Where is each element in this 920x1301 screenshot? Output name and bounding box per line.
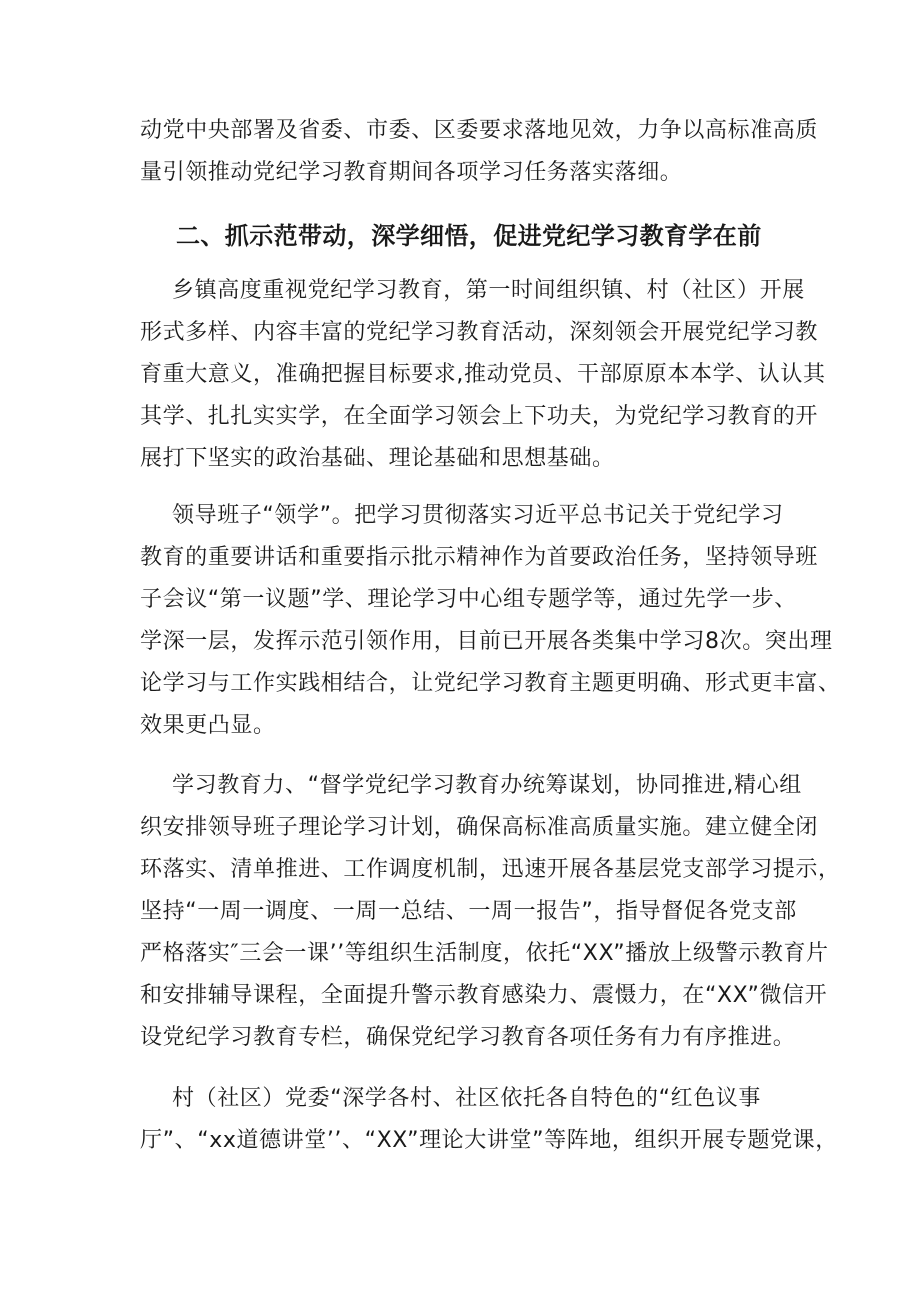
text-line: 教育的重要讲话和重要指示批示精神作为首要政治任务，坚持领导班 <box>140 545 819 570</box>
text-line: 织安排领导班子理论学习计划，确保高标准高质量实施。建立健全闭 <box>140 815 819 840</box>
text-line: 育重大意义，准确把握目标要求,推动党员、干部原原本本学、认认其 <box>140 362 826 387</box>
paragraph-supervision <box>140 765 841 1059</box>
text-line: 量引领推动党纪学习教育期间各项学习任务落实落细。 <box>140 160 683 185</box>
paragraph-leadership <box>140 495 841 747</box>
text-line: 坚持“一周一调度、一周一总结、一周一报告”，指导督促各党支部 <box>140 899 797 924</box>
paragraph-overview <box>140 270 826 480</box>
intro-paragraph <box>140 110 819 194</box>
text-line: 其学、扎扎实实学，在全面学习领会上下功夫，为党纪学习教育的开 <box>140 404 819 429</box>
text-line: 动党中央部署及省委、市委、区委要求落地见效，力争以高标准高质 <box>140 118 819 143</box>
text-line: 效果更凸显。 <box>140 713 276 738</box>
text-line: 和安排辅导课程，全面提升警示教育感染力、震慑力，在“XX”微信开 <box>140 983 828 1008</box>
paragraph-community <box>140 1078 838 1162</box>
text-line: 乡镇高度重视党纪学习教育，第一时间组织镇、村（社区）开展 <box>172 278 805 303</box>
text-line: 形式多样、内容丰富的党纪学习教育活动，深刻领会开展党纪学习教 <box>140 320 819 345</box>
text-line: 学深一层，发挥示范引领作用，目前已开展各类集中学习8次。突出理 <box>140 629 833 654</box>
text-line: 严格落实″三会一课’’等组织生活制度，依托“XX”播放上级警示教育片 <box>140 941 829 966</box>
text-line: 论学习与工作实践相结合，让党纪学习教育主题更明确、形式更丰富、 <box>140 671 841 696</box>
text-line: 设党纪学习教育专栏，确保党纪学习教育各项任务有力有序推进。 <box>140 1025 796 1050</box>
text-line: 厅”、“xx道德讲堂’’、“XX”理论大讲堂”等阵地，组织开展专题党课， <box>140 1128 838 1153</box>
text-line: 村（社区）党委“深学各村、社区依托各自特色的“红色议事 <box>172 1086 761 1111</box>
text-line: 子会议“第一议题”学、理论学习中心组专题学等，通过先学一步、 <box>140 587 797 612</box>
text-line: 展打下坚实的政治基础、理论基础和思想基础。 <box>140 446 615 471</box>
text-line: 学习教育力、“督学党纪学习教育办统筹谋划，协同推进,精心组 <box>172 773 802 798</box>
text-line: 环落实、清单推进、工作调度机制，迅速开展各基层党支部学习提示， <box>140 857 841 882</box>
text-line: 领导班子“领学”。把学习贯彻落实习近平总书记关于党纪学习 <box>172 503 784 528</box>
section-heading: 二、抓示范带动，深学细悟，促进党纪学习教育学在前 <box>176 222 762 250</box>
